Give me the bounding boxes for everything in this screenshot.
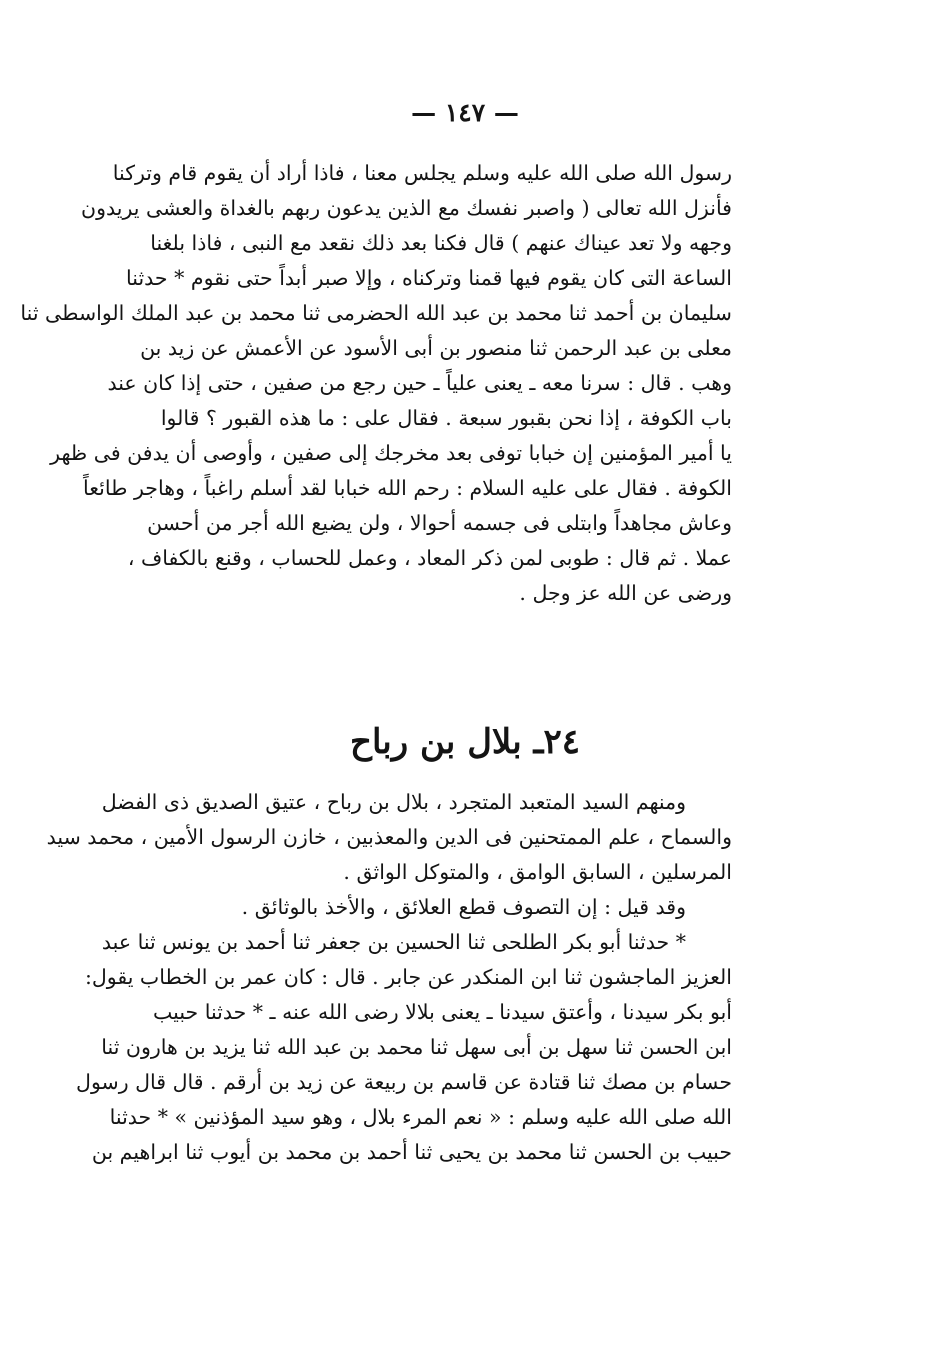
text-line: ورضى عن الله عز وجل . xyxy=(519,581,732,605)
text-line: سليمان بن أحمد ثنا محمد بن عبد الله الحضرمى ثنا محمد بن عبد الملك الواسطى ثنا xyxy=(20,301,732,325)
text-line: وهب . قال : سرنا معه ـ يعنى علياً ـ حين رجع من صفين ، حتى إذا كان عند xyxy=(107,371,732,395)
text-line: حسام بن مصك ثنا قتادة عن قاسم بن ربيعة عن زيد بن أرقم . قال قال رسول xyxy=(76,1070,732,1094)
text-line: أبو بكر سيدنا ، وأعتق سيدنا ـ يعنى بلالا رضى الله عنه ـ * حدثنا حبيب xyxy=(153,1000,732,1024)
text-line: وعاش مجاهداً وابتلى فى جسمه أحوالا ، ولن يضيع الله أجر من أحسن xyxy=(147,511,732,535)
text-line: وقد قيل : إن التصوف قطع العلائق ، والأخذ بالوثائق . xyxy=(241,895,686,919)
text-line: المرسلين ، السابق الوامق ، والمتوكل الواثق . xyxy=(343,860,732,884)
section-heading: ٢٤ـ بلال بن رباح xyxy=(350,722,580,762)
text-line: عملا . ثم قال : طوبى لمن ذكر المعاد ، وعمل للحساب ، وقنع بالكفاف ، xyxy=(127,546,732,570)
text-line: وجهه ولا تعد عيناك عنهم ) قال فكنا بعد ذلك نقعد مع النبى ، فاذا بلغنا xyxy=(150,231,732,255)
text-line: والسماح ، علم الممتحنين فى الدين والمعذبين ، خازن الرسول الأمين ، محمد سيد xyxy=(46,825,732,849)
page-number: — ١٤٧ — xyxy=(411,98,519,127)
text-line: الله صلى الله عليه وسلم : « نعم المرء بلال ، وهو سيد المؤذنين » * حدثنا xyxy=(109,1105,732,1129)
text-line: * حدثنا أبو بكر الطلحى ثنا الحسين بن جعفر ثنا أحمد بن يونس ثنا عبد xyxy=(101,930,686,954)
text-line: ابن الحسن ثنا سهل بن أبى سهل ثنا محمد بن عبد الله ثنا يزيد بن هارون ثنا xyxy=(101,1035,732,1059)
text-line: فأنزل الله تعالى ( واصبر نفسك مع الذين يدعون ربهم بالغداة والعشى يريدون xyxy=(81,196,732,220)
text-line: باب الكوفة ، إذا نحن بقبور سبعة . فقال على : ما هذه القبور ؟ قالوا xyxy=(160,406,732,430)
top-paragraph xyxy=(20,156,732,611)
text-line: ومنهم السيد المتعبد المتجرد ، بلال بن رباح ، عتيق الصديق ذى الفضل xyxy=(101,790,686,814)
bottom-paragraph xyxy=(46,785,732,1170)
text-line: رسول الله صلى الله عليه وسلم يجلس معنا ، فاذا أراد أن يقوم قام وتركنا xyxy=(112,161,732,185)
text-line: العزيز الماجشون ثنا ابن المنكدر عن جابر . قال : كان عمر بن الخطاب يقول: xyxy=(84,965,732,989)
text-line: يا أمير المؤمنين إن خبابا توفى بعد مخرجك إلى صفين ، وأوصى أن يدفن فى ظهر xyxy=(50,441,732,465)
text-line: الساعة التى كان يقوم فيها قمنا وتركناه ، وإلا صبر أبداً حتى نقوم * حدثنا xyxy=(126,266,732,290)
text-line: حبيب بن الحسن ثنا محمد بن يحيى ثنا أحمد بن محمد بن أيوب ثنا ابراهيم بن xyxy=(91,1140,732,1164)
text-line: معلى بن عبد الرحمن ثنا منصور بن أبى الأسود عن الأعمش عن زيد بن xyxy=(140,336,732,360)
text-line: الكوفة . فقال على عليه السلام : رحم الله خبابا لقد أسلم راغباً ، وهاجر طائعاً xyxy=(83,476,732,500)
